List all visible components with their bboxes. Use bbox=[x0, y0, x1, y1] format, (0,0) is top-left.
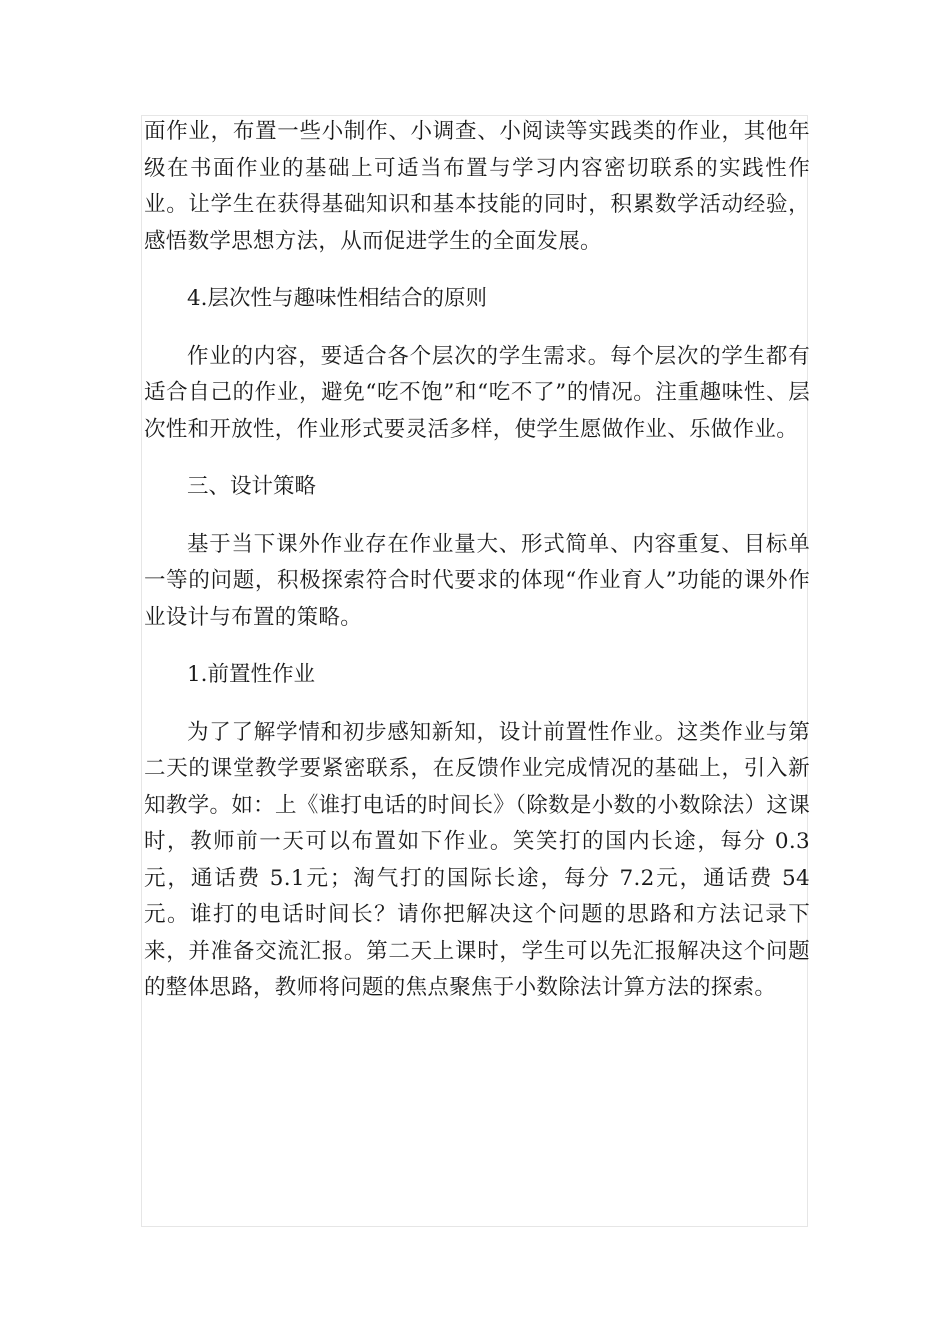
paragraph-strategy-intro: 基于当下课外作业存在作业量大、形式简单、内容重复、目标单一等的问题，积极探索符合时代要求的体现“作业育人”功能的课外作业设计与布置的策略。 bbox=[144, 531, 810, 630]
paragraph-preview-homework: 为了了解学情和初步感知新知，设计前置性作业。这类作业与第二天的课堂教学要紧密联系，在反馈作业完成情况的基础上，引入新知教学。如：上《谁打电话的时间长》（除数是小数的小数除法）这课时，教师前一天可以布置如下作业。笑笑打的国内长途，每分 0.3 元，通话费 5.1元；淘气打的国际长途，每分 7.2元，通话费 54 元。谁打的电话时间长？请你把解决这个问题的思路和方法记录下来，并准备交流汇报。第二天上课时，学生可以先汇报解决这个问题的整体思路，教师将问题的焦点聚焦于小数除法计算方法的探索。 bbox=[144, 719, 810, 1000]
document-body bbox=[144, 114, 810, 1007]
paragraph-practice-homework: 面作业，布置一些小制作、小调查、小阅读等实践类的作业，其他年级在书面作业的基础上可适当布置与学习内容密切联系的实践性作业。让学生在获得基础知识和基本技能的同时，积累数学活动经验，感悟数学思想方法，从而促进学生的全面发展。 bbox=[144, 119, 810, 254]
paragraph-layered-content: 作业的内容，要适合各个层次的学生需求。每个层次的学生都有适合自己的作业，避免“吃不饱”和“吃不了”的情况。注重趣味性、层次性和开放性，作业形式要灵活多样，使学生愿做作业、乐做作业。 bbox=[144, 343, 810, 442]
heading-design-strategy: 三、设计策略 bbox=[187, 474, 317, 499]
heading-layered-principle: 4.层次性与趣味性相结合的原则 bbox=[187, 286, 488, 311]
heading-preview-homework: 1.前置性作业 bbox=[187, 662, 316, 687]
